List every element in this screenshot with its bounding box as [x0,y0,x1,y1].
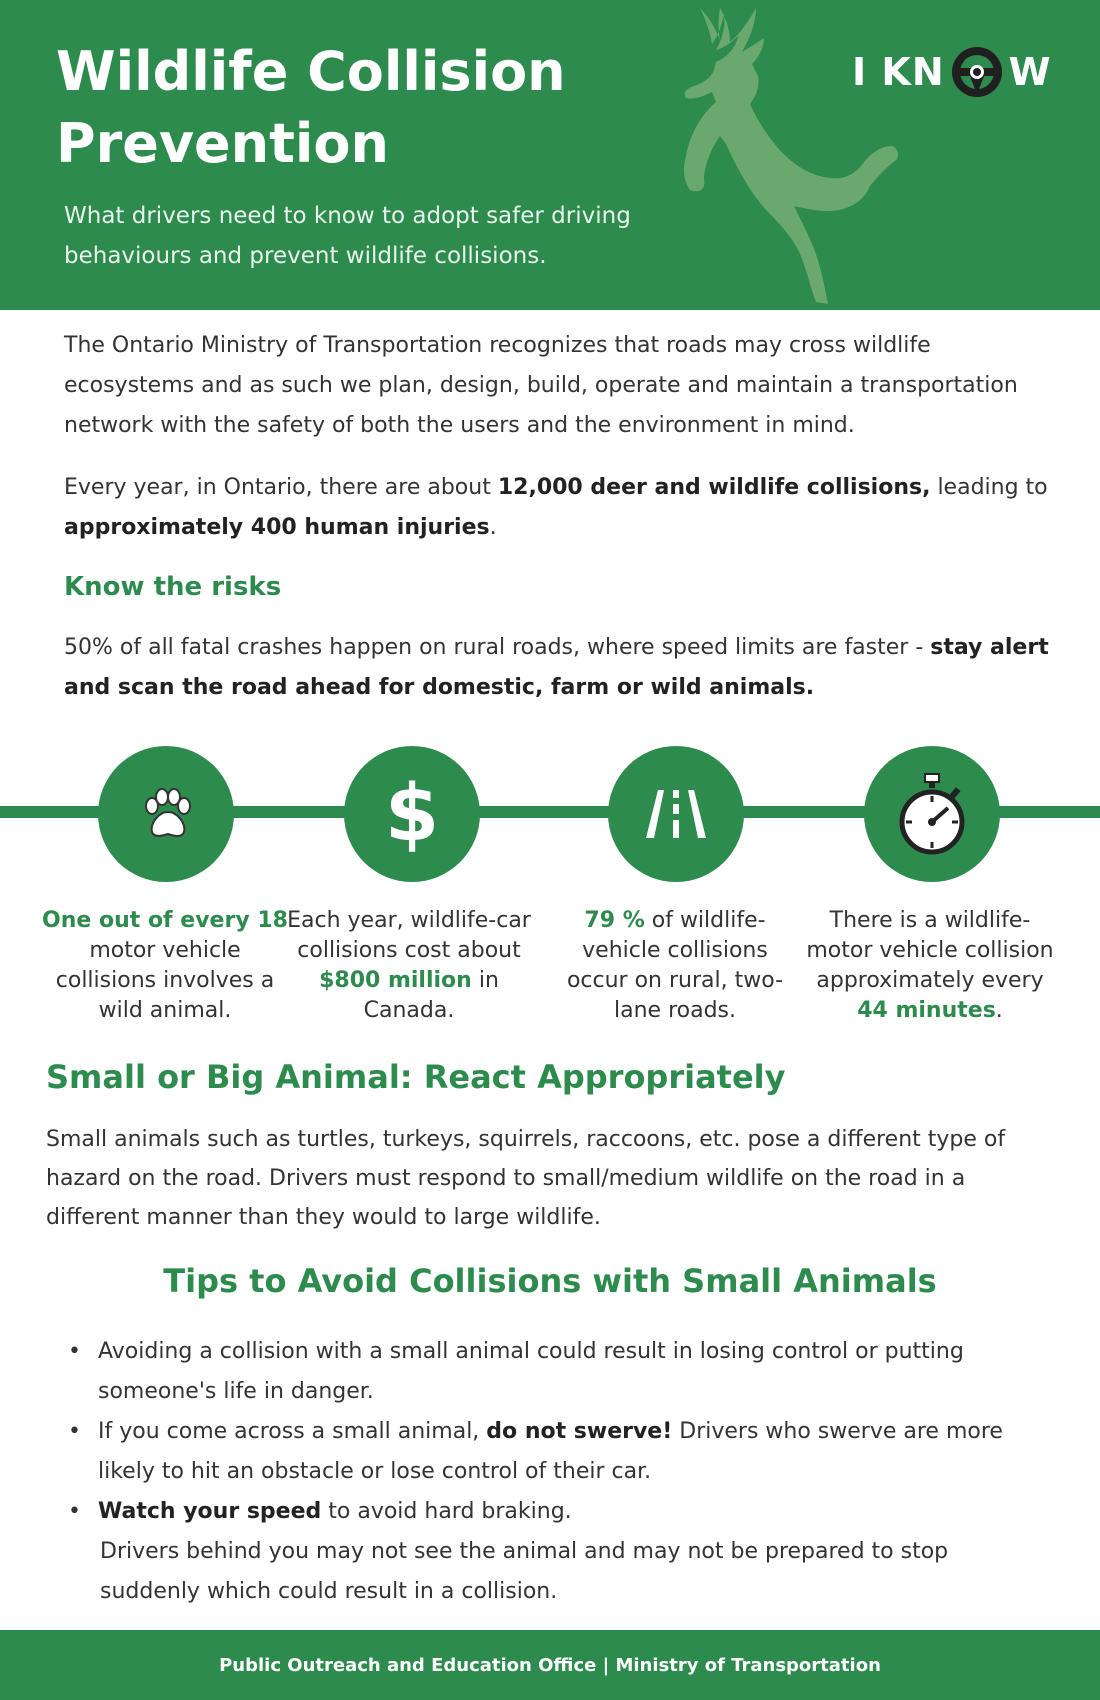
intro-paragraph: The Ontario Ministry of Transportation recognizes that roads may cross wildlife ecosystems and as such we plan, design, build, operate and maintain a transportation network with the safety of both the users and the environment in mind. [64,333,1018,438]
stat-circle-stopwatch [864,746,1000,882]
dollar-icon: $ [384,769,440,859]
i-know-logo [852,44,1052,100]
list-item: • Avoiding a collision with a small animal could result in losing control or putting someone's life in danger. [68,1332,1048,1412]
stat-circle-paw [98,746,234,882]
small-animals-paragraph: Small animals such as turtles, turkeys, squirrels, raccoons, etc. pose a different type of hazard on the road. Drivers must respond to small/medium wildlife on the road in a different manner than they would to large wildlife. [46,1127,1006,1230]
stat-rural-roads: 79 % of wildlife-vehicle collisions occur on rural, two-lane roads. [566,908,784,1023]
stat-wild-animal: One out of every 18 motor vehicle collisions involves a wild animal. [42,908,288,1023]
stopwatch-icon [894,772,970,856]
risks-paragraph: 50% of all fatal crashes happen on rural roads, where speed limits are faster - stay alert and scan the road ahead for domestic, farm or wild animals. [64,635,1049,700]
stat-circle-dollar [344,746,480,882]
small-or-big-heading: Small or Big Animal: React Appropriately [46,1058,786,1096]
page-subtitle: What drivers need to know to adopt safer driving behaviours and prevent wildlife collisions. [64,203,631,269]
steering-wheel-icon [949,44,1005,100]
tips-heading: Tips to Avoid Collisions with Small Animals [163,1262,937,1300]
footer-bar [0,1630,1100,1700]
list-item: • Watch your speed to avoid hard braking. Drivers behind you may not see the animal and may not be prepared to stop suddenly which could result in a collision. [68,1492,1048,1612]
stat-cost: Each year, wildlife-car collisions cost about $800 million in Canada. [287,908,531,1023]
header-banner [0,0,1100,310]
know-the-risks-heading: Know the risks [64,572,282,602]
title-line-2: Prevention [56,112,389,175]
paw-icon [138,786,194,842]
stat-circle-road [608,746,744,882]
page-title [56,36,676,180]
stat-frequency: There is a wildlife-motor vehicle collision approximately every 44 minutes. [806,908,1054,1023]
collision-stats-paragraph: Every year, in Ontario, there are about 12,000 deer and wildlife collisions, leading to approximately 400 human injuries. [64,475,1048,540]
road-icon [636,784,716,844]
logo-text-left: I KN [852,50,945,94]
tips-list [68,1332,1048,1612]
footer-text: Public Outreach and Education Office | Ministry of Transportation [219,1654,881,1676]
logo-text-right: W [1008,50,1052,94]
title-line-1: Wildlife Collision [56,40,566,103]
list-item: • If you come across a small animal, do not swerve! Drivers who swerve are more likely to hit an obstacle or lose control of their car. [68,1412,1048,1492]
